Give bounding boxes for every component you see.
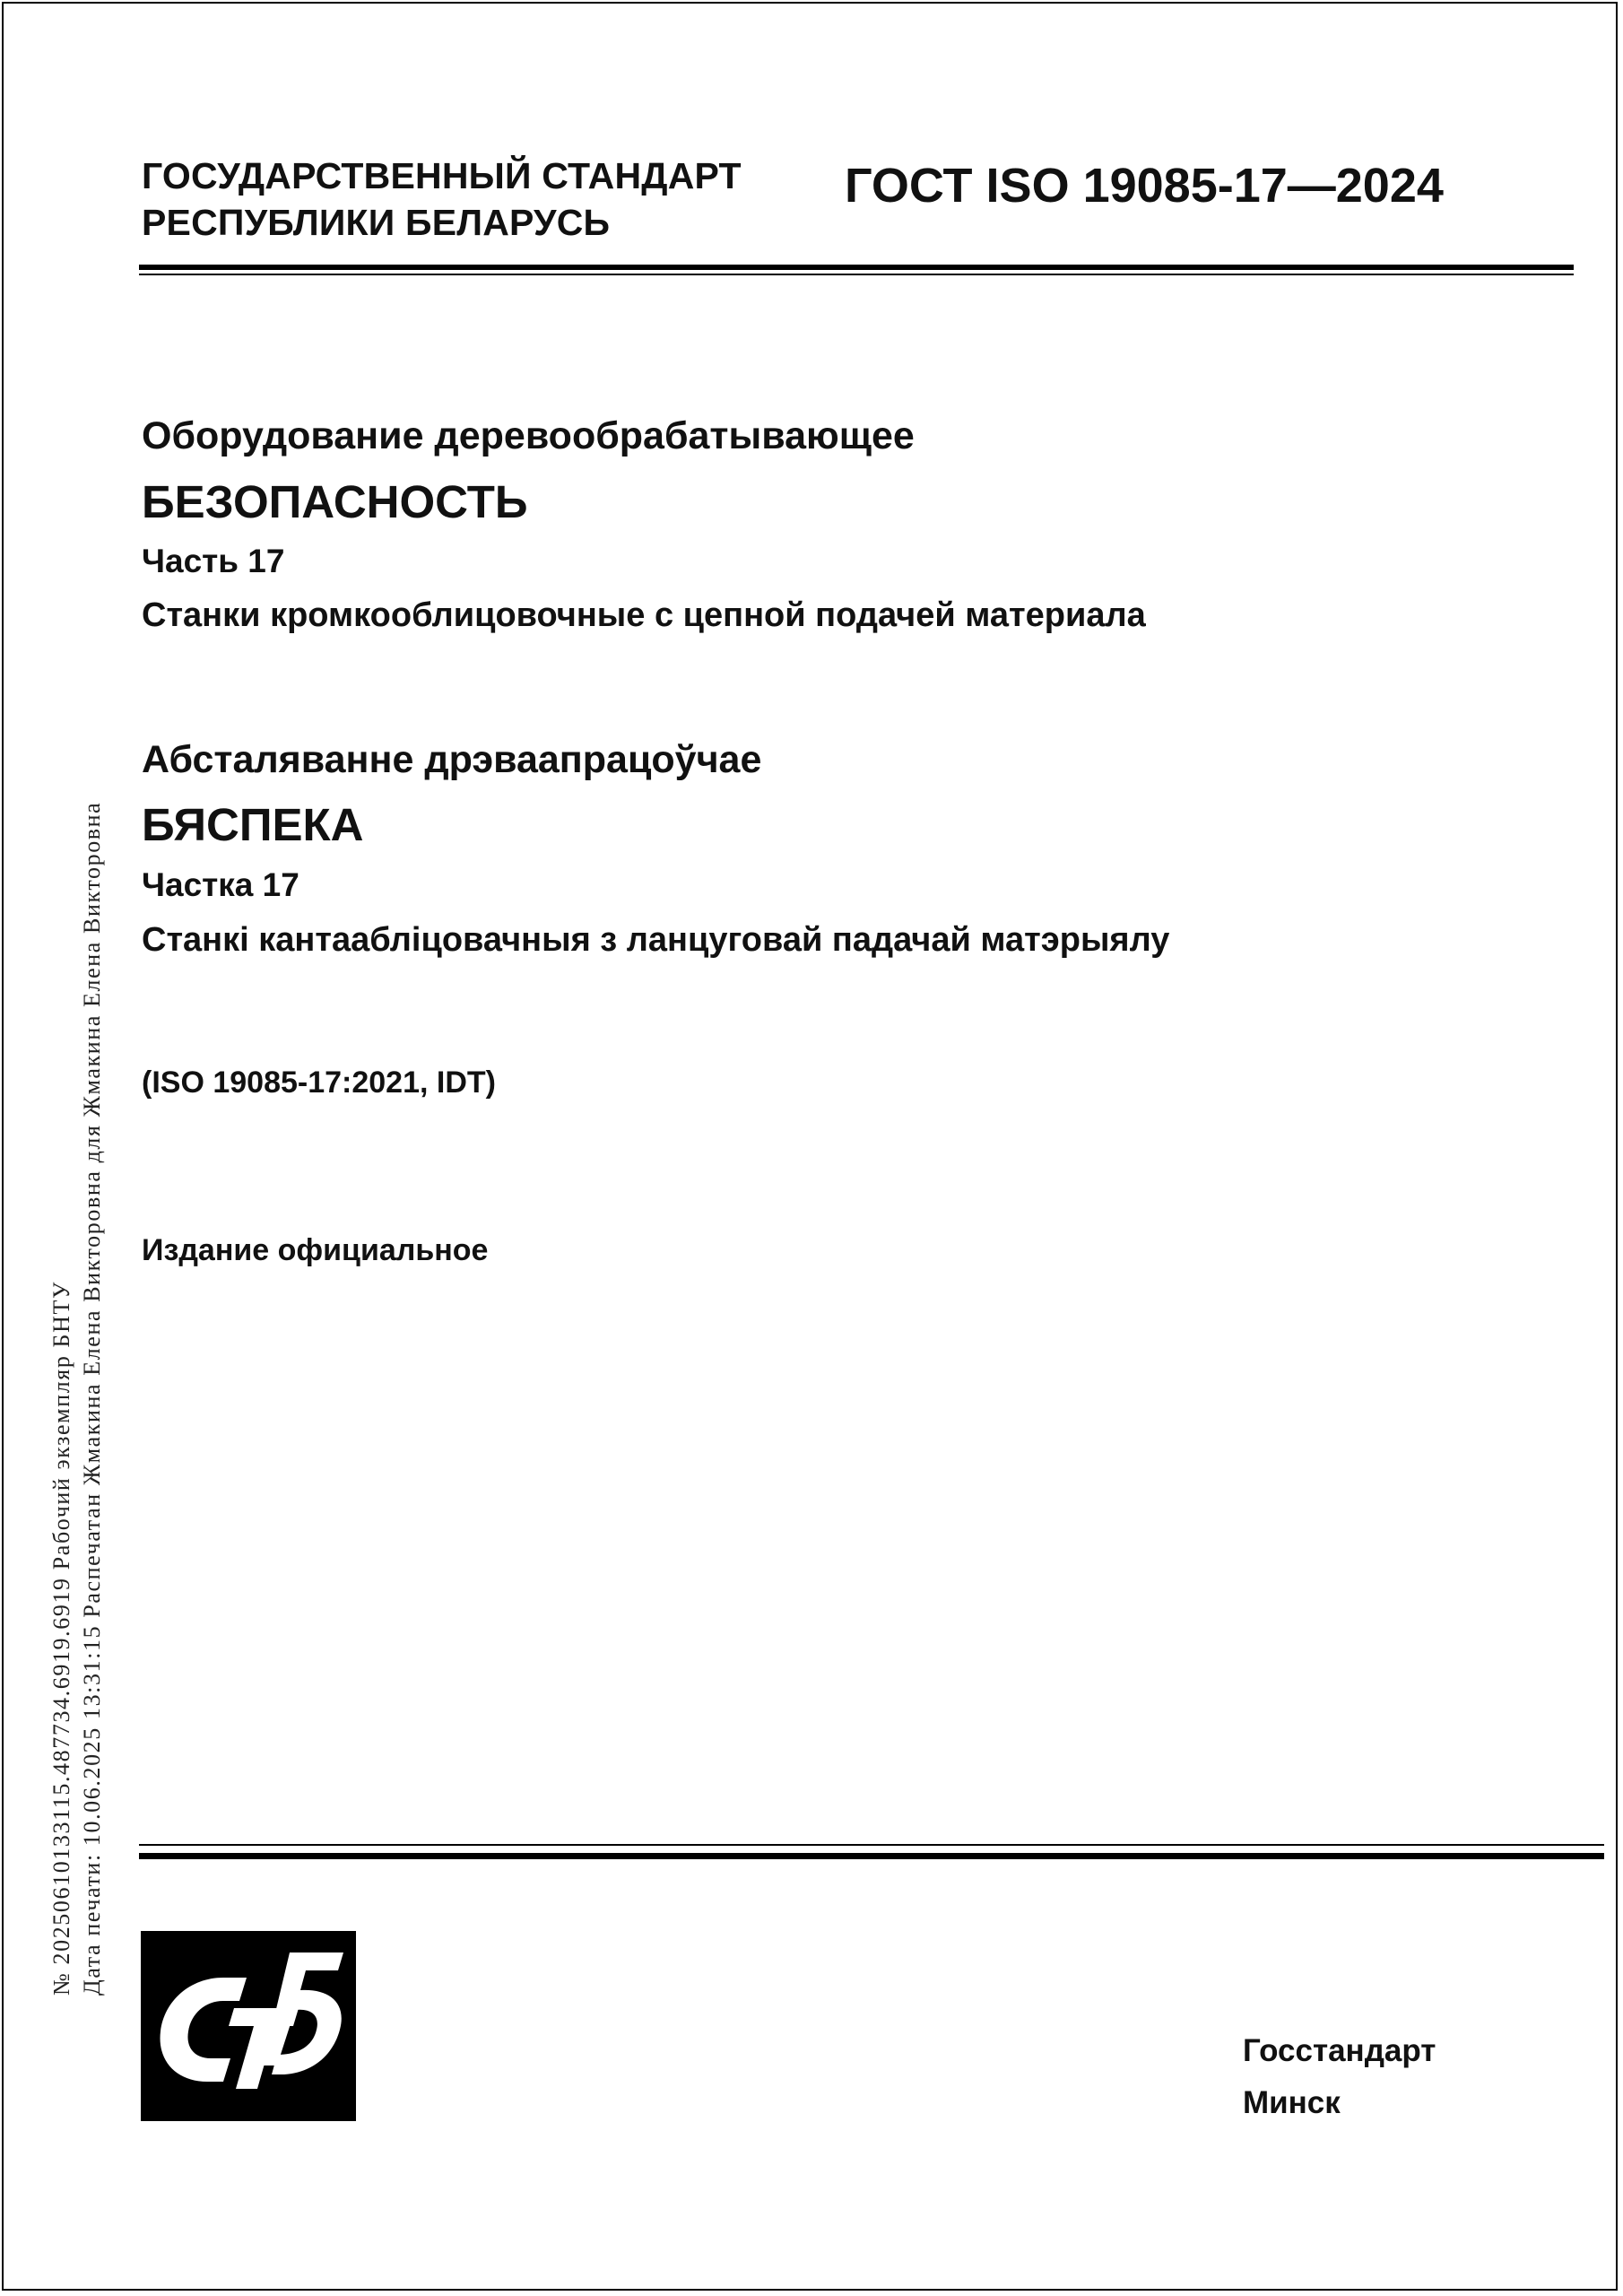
title-ru-line2: БЕЗОПАСНОСТЬ — [142, 476, 528, 527]
title-ru-subtitle: Станки кромкооблицовочные с цепной подачей материала — [142, 596, 1146, 634]
title-by-line1: Абсталяванне дрэваапрацоўчае — [142, 738, 762, 781]
header-rule-thick — [139, 265, 1574, 270]
edition-note: Издание официальное — [142, 1233, 489, 1267]
standard-type-line2: РЕСПУБЛИКИ БЕЛАРУСЬ — [142, 202, 611, 243]
title-by-line2: БЯСПЕКА — [142, 799, 364, 850]
publisher — [1243, 2025, 1436, 2129]
stb-logo-mark — [141, 1931, 356, 2121]
title-ru-line1: Оборудование деревообрабатывающее — [142, 414, 915, 457]
header-rule-thin — [139, 274, 1574, 275]
standard-type-line1: ГОСУДАРСТВЕННЫЙ СТАНДАРТ — [142, 155, 742, 196]
print-stamp-line1: № 20250610133115.487734.6919.6919 Рабочий экземпляр БНТУ — [48, 1281, 74, 1996]
standard-type — [142, 152, 742, 246]
title-by-part: Частка 17 — [142, 866, 299, 903]
print-stamp — [47, 802, 108, 1996]
footer-rule-thin — [139, 1844, 1604, 1846]
publisher-city: Минск — [1243, 2085, 1341, 2120]
footer-rule-thick — [139, 1853, 1604, 1859]
stb-logo — [141, 1931, 356, 2121]
title-ru-part: Часть 17 — [142, 543, 285, 579]
standard-designation: ГОСТ ISO 19085-17—2024 — [845, 159, 1444, 213]
title-by-subtitle: Станкі кантаабліцовачныя з ланцуговай падачай матэрыялу — [142, 921, 1170, 959]
print-stamp-line2: Дата печати: 10.06.2025 13:31:15 Распечатан Жмакина Елена Викторовна для Жмакина Елена Викторовна — [79, 801, 105, 1996]
iso-reference: (ISO 19085-17:2021, IDT) — [142, 1065, 496, 1100]
publisher-name: Госстандарт — [1243, 2033, 1436, 2068]
